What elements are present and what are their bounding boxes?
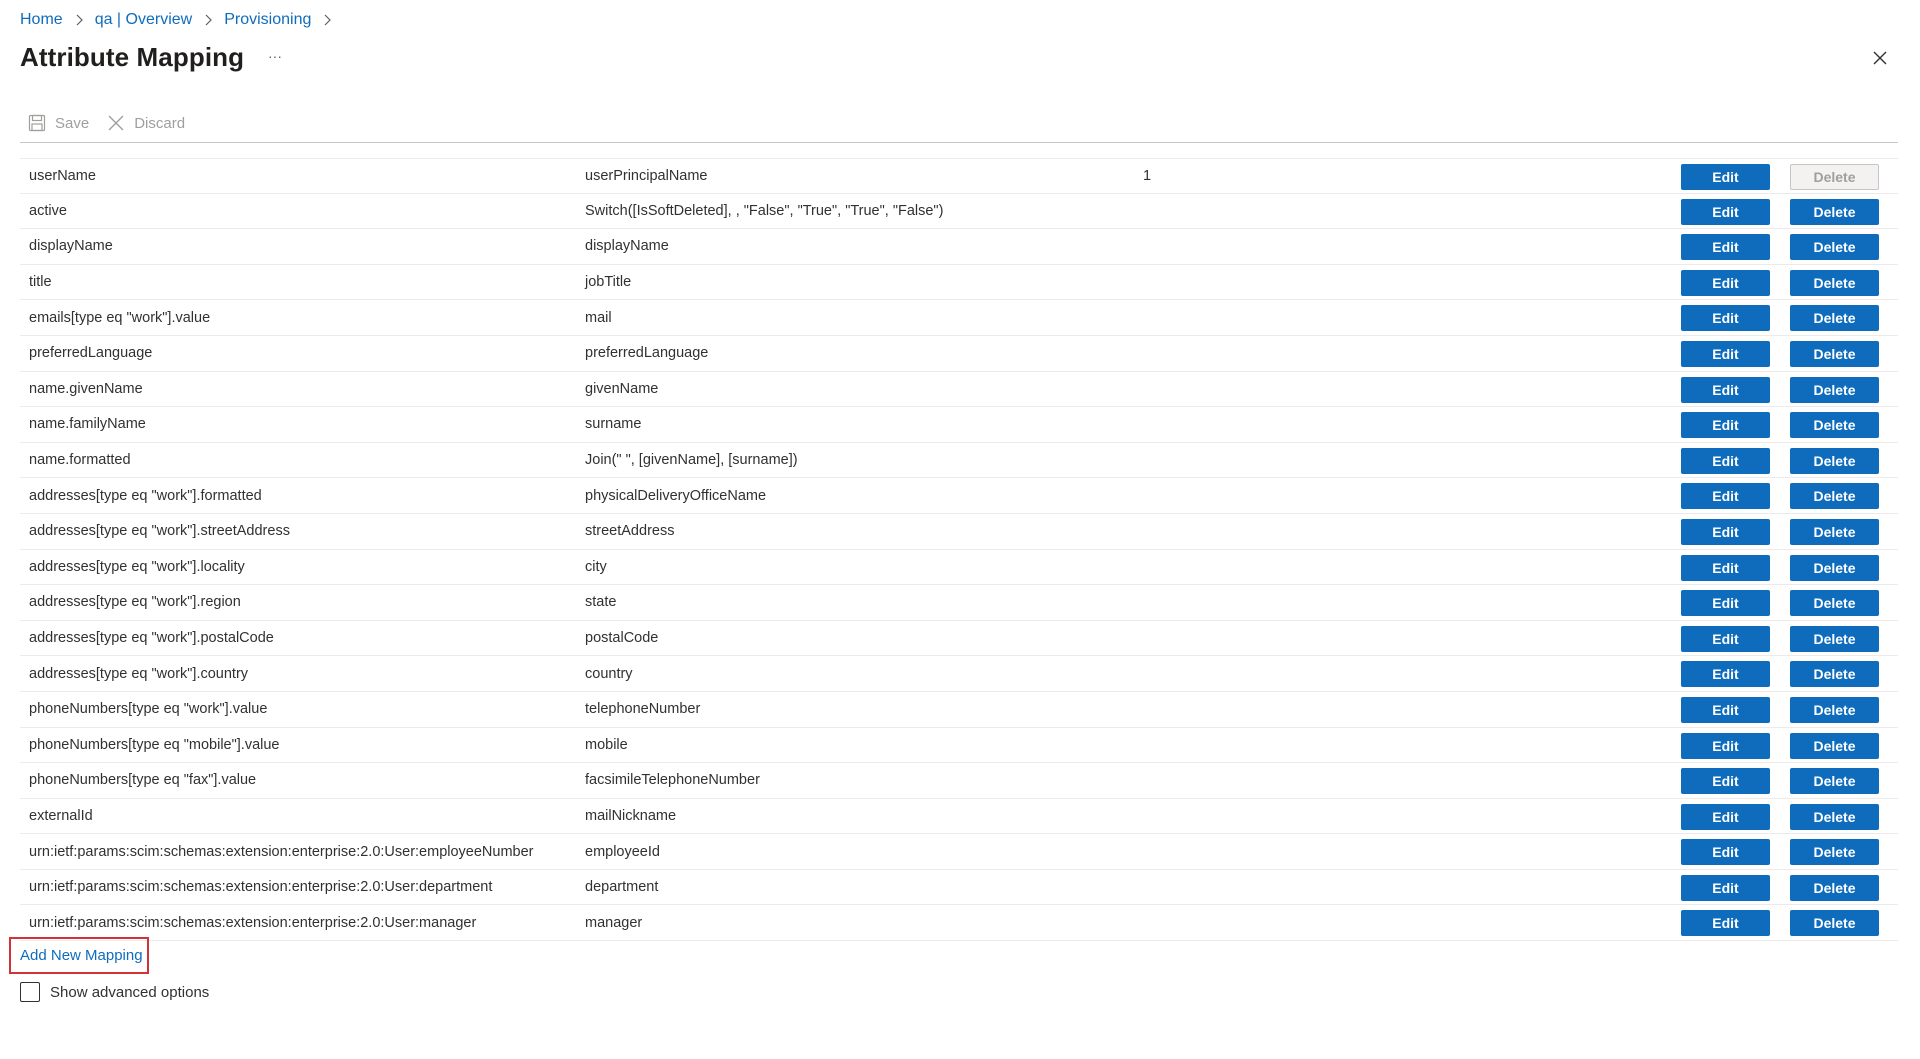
close-icon[interactable]: [1870, 48, 1890, 68]
source-attribute: mobile: [585, 736, 628, 753]
target-attribute: addresses[type eq "work"].postalCode: [29, 630, 274, 647]
table-row: [20, 229, 1898, 265]
page-title: Attribute Mapping: [20, 42, 245, 72]
source-attribute: Switch([IsSoftDeleted], , "False", "True", "True", "False"): [585, 202, 944, 219]
delete-button[interactable]: Delete: [1790, 377, 1879, 403]
target-attribute: externalId: [29, 807, 93, 824]
table-row: [20, 728, 1898, 764]
source-attribute: employeeId: [585, 843, 660, 860]
edit-button[interactable]: Edit: [1681, 412, 1770, 438]
delete-button[interactable]: Delete: [1790, 697, 1879, 723]
target-attribute: addresses[type eq "work"].streetAddress: [29, 523, 290, 540]
table-row: [20, 763, 1898, 799]
table-row: [20, 585, 1898, 621]
delete-button[interactable]: Delete: [1790, 483, 1879, 509]
discard-label: Discard: [134, 114, 186, 132]
target-attribute: active: [29, 202, 67, 219]
chevron-right-icon: [74, 14, 84, 26]
table-row: [20, 656, 1898, 692]
target-attribute: name.formatted: [29, 452, 131, 469]
source-attribute: preferredLanguage: [585, 345, 709, 362]
target-attribute: addresses[type eq "work"].formatted: [29, 487, 262, 504]
source-attribute: displayName: [585, 238, 669, 255]
target-attribute: phoneNumbers[type eq "work"].value: [29, 701, 268, 718]
add-new-mapping-highlight: [9, 937, 149, 974]
target-attribute: preferredLanguage: [29, 345, 153, 362]
breadcrumb: [20, 10, 343, 30]
edit-button[interactable]: Edit: [1681, 555, 1770, 581]
source-attribute: facsimileTelephoneNumber: [585, 772, 760, 789]
source-attribute: mailNickname: [585, 807, 677, 824]
breadcrumb-overview-link[interactable]: qa | Overview: [94, 11, 193, 28]
source-attribute: state: [585, 594, 617, 611]
discard-button[interactable]: [107, 114, 185, 132]
table-row: [20, 870, 1898, 906]
table-row: [20, 336, 1898, 372]
edit-button[interactable]: Edit: [1681, 199, 1770, 225]
table-row: [20, 834, 1898, 870]
edit-button[interactable]: Edit: [1681, 590, 1770, 616]
table-row: [20, 300, 1898, 336]
source-attribute: city: [585, 558, 607, 575]
edit-button[interactable]: Edit: [1681, 661, 1770, 687]
source-attribute: country: [585, 665, 633, 682]
edit-button[interactable]: Edit: [1681, 164, 1770, 190]
edit-button[interactable]: Edit: [1681, 839, 1770, 865]
target-attribute: addresses[type eq "work"].country: [29, 665, 249, 682]
source-attribute: telephoneNumber: [585, 701, 701, 718]
show-advanced-options-checkbox[interactable]: [20, 982, 40, 1002]
more-options-icon[interactable]: ···: [268, 48, 282, 64]
command-bar: [28, 110, 203, 136]
target-attribute: phoneNumbers[type eq "mobile"].value: [29, 736, 280, 753]
delete-button[interactable]: Delete: [1790, 910, 1879, 936]
discard-icon: [107, 114, 125, 132]
edit-button[interactable]: Edit: [1681, 697, 1770, 723]
delete-button[interactable]: Delete: [1790, 199, 1879, 225]
source-attribute: physicalDeliveryOfficeName: [585, 487, 767, 504]
edit-button[interactable]: Edit: [1681, 341, 1770, 367]
show-advanced-options: [20, 981, 209, 1003]
edit-button[interactable]: Edit: [1681, 448, 1770, 474]
source-attribute: surname: [585, 416, 642, 433]
table-row: [20, 407, 1898, 443]
delete-button[interactable]: Delete: [1790, 448, 1879, 474]
target-attribute: emails[type eq "work"].value: [29, 309, 211, 326]
source-attribute: userPrincipalName: [585, 167, 708, 184]
edit-button[interactable]: Edit: [1681, 234, 1770, 260]
delete-button[interactable]: Delete: [1790, 412, 1879, 438]
edit-button[interactable]: Edit: [1681, 626, 1770, 652]
source-attribute: jobTitle: [585, 274, 632, 291]
edit-button[interactable]: Edit: [1681, 519, 1770, 545]
attribute-mapping-table: [20, 158, 1898, 941]
table-row: [20, 265, 1898, 301]
edit-button[interactable]: Edit: [1681, 804, 1770, 830]
target-attribute: addresses[type eq "work"].region: [29, 594, 241, 611]
table-row: [20, 478, 1898, 514]
table-row: [20, 550, 1898, 586]
edit-button[interactable]: Edit: [1681, 270, 1770, 296]
breadcrumb-home-link[interactable]: Home: [20, 11, 63, 28]
edit-button[interactable]: Edit: [1681, 377, 1770, 403]
delete-button[interactable]: Delete: [1790, 234, 1879, 260]
target-attribute: urn:ietf:params:scim:schemas:extension:enterprise:2.0:User:department: [29, 879, 493, 896]
table-row: [20, 443, 1898, 479]
chevron-right-icon: [203, 14, 213, 26]
edit-button[interactable]: Edit: [1681, 910, 1770, 936]
save-label: Save: [55, 114, 90, 132]
add-new-mapping-link[interactable]: Add New Mapping: [20, 947, 143, 964]
source-attribute: mail: [585, 309, 612, 326]
source-attribute: Join(" ", [givenName], [surname]): [585, 452, 798, 469]
breadcrumb-provisioning-link[interactable]: Provisioning: [224, 11, 312, 28]
target-attribute: urn:ietf:params:scim:schemas:extension:enterprise:2.0:User:employeeNumber: [29, 843, 534, 860]
target-attribute: phoneNumbers[type eq "fax"].value: [29, 772, 257, 789]
delete-button[interactable]: Delete: [1790, 626, 1879, 652]
delete-button[interactable]: Delete: [1790, 768, 1879, 794]
chevron-right-icon: [322, 14, 332, 26]
delete-button[interactable]: Delete: [1790, 341, 1879, 367]
table-row: [20, 905, 1898, 941]
source-attribute: department: [585, 879, 659, 896]
delete-button[interactable]: Delete: [1790, 519, 1879, 545]
table-row: [20, 372, 1898, 408]
target-attribute: userName: [29, 167, 96, 184]
edit-button[interactable]: Edit: [1681, 875, 1770, 901]
delete-button[interactable]: Delete: [1790, 875, 1879, 901]
target-attribute: urn:ietf:params:scim:schemas:extension:enterprise:2.0:User:manager: [29, 914, 477, 931]
save-button[interactable]: [28, 114, 89, 132]
edit-button[interactable]: Edit: [1681, 733, 1770, 759]
delete-button[interactable]: Delete: [1790, 555, 1879, 581]
source-attribute: streetAddress: [585, 523, 675, 540]
table-row: [20, 799, 1898, 835]
delete-button[interactable]: Delete: [1790, 305, 1879, 331]
edit-button[interactable]: Edit: [1681, 305, 1770, 331]
matching-precedence: 1: [1143, 167, 1152, 184]
table-row: [20, 194, 1898, 230]
delete-button[interactable]: Delete: [1790, 661, 1879, 687]
source-attribute: givenName: [585, 380, 659, 397]
edit-button[interactable]: Edit: [1681, 483, 1770, 509]
source-attribute: postalCode: [585, 630, 659, 647]
table-row: [20, 514, 1898, 550]
target-attribute: title: [29, 274, 52, 291]
target-attribute: displayName: [29, 238, 113, 255]
delete-button[interactable]: Delete: [1790, 839, 1879, 865]
table-row: [20, 692, 1898, 728]
delete-button[interactable]: Delete: [1790, 804, 1879, 830]
show-advanced-options-label: Show advanced options: [50, 983, 210, 1001]
table-header-clipped: [20, 143, 1898, 158]
target-attribute: name.familyName: [29, 416, 146, 433]
delete-button[interactable]: Delete: [1790, 270, 1879, 296]
target-attribute: name.givenName: [29, 380, 143, 397]
save-icon: [28, 114, 46, 132]
delete-button[interactable]: Delete: [1790, 590, 1879, 616]
source-attribute: manager: [585, 914, 643, 931]
table-row: [20, 621, 1898, 657]
delete-button: Delete: [1790, 164, 1879, 190]
table-row: [20, 158, 1898, 194]
delete-button[interactable]: Delete: [1790, 733, 1879, 759]
edit-button[interactable]: Edit: [1681, 768, 1770, 794]
target-attribute: addresses[type eq "work"].locality: [29, 558, 245, 575]
